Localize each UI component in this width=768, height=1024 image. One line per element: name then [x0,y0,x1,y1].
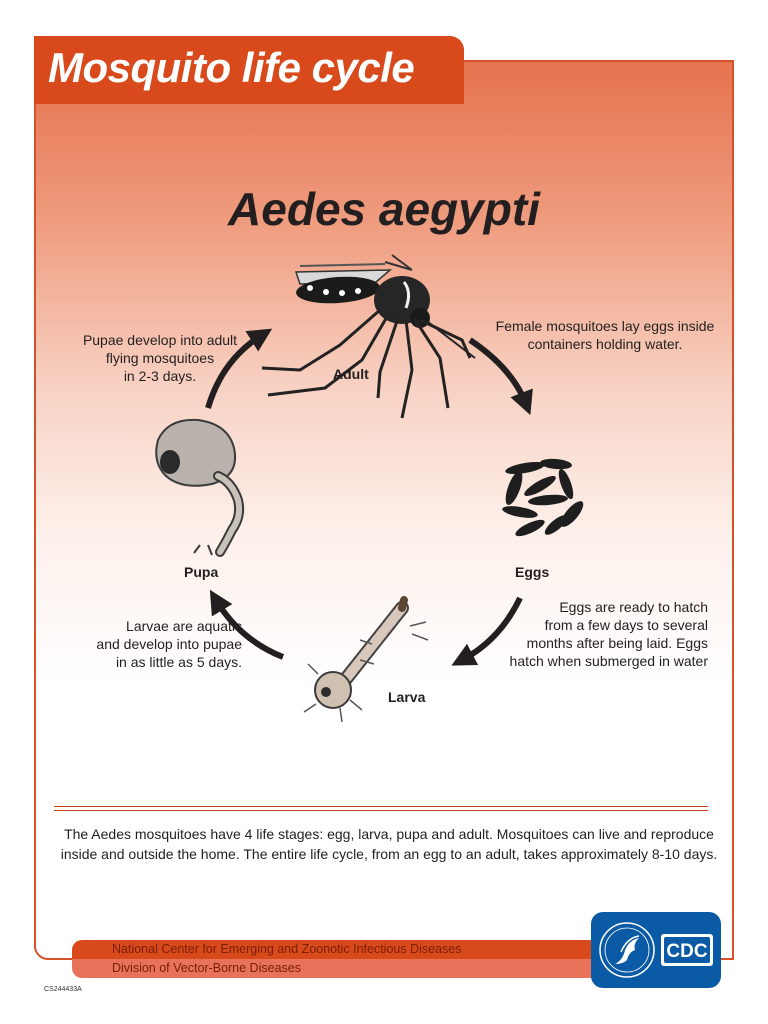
footer-center-name: National Center for Emerging and Zoonotic Infectious Diseases [112,942,462,956]
document-code: CS244433A [44,986,82,993]
footer-division-name: Division of Vector-Borne Diseases [112,961,301,975]
pupa-illustration [156,420,239,555]
species-name: Aedes aegypti [228,183,540,235]
footer-bar [72,940,592,978]
caption-eggs-to-larva: Eggs are ready to hatch from a few days to several months after being laid. Eggs hatch when submerged in water [509,599,708,669]
eggs-illustration [501,458,586,540]
caption-adult-to-eggs: Female mosquitoes lay eggs inside containers holding water. [495,318,715,352]
summary-text: The Aedes mosquitoes have 4 life stages: egg, larva, pupa and adult. Mosquitoes can live and reproduce inside and outside the home. The entire life cycle, from an egg to an adult, takes approximately 8-10 days. [60,826,718,862]
divider-rule [54,810,708,811]
caption-larva-to-pupa: Larvae are aquatic and develop into pupae in as little as 5 days. [96,618,242,670]
divider-rule [54,806,708,807]
adult-mosquito-illustration [262,255,475,418]
cdc-logo-text: CDC [666,941,708,962]
stage-label-eggs: Eggs [515,564,550,580]
stage-label-pupa: Pupa [184,564,219,580]
page-title: Mosquito life cycle [48,44,415,91]
cdc-logo [591,912,721,988]
caption-pupa-to-adult: Pupae develop into adult flying mosquitoes in 2-3 days. [82,332,238,384]
stage-label-adult: Adult [333,366,369,382]
stage-label-larva: Larva [388,689,426,705]
